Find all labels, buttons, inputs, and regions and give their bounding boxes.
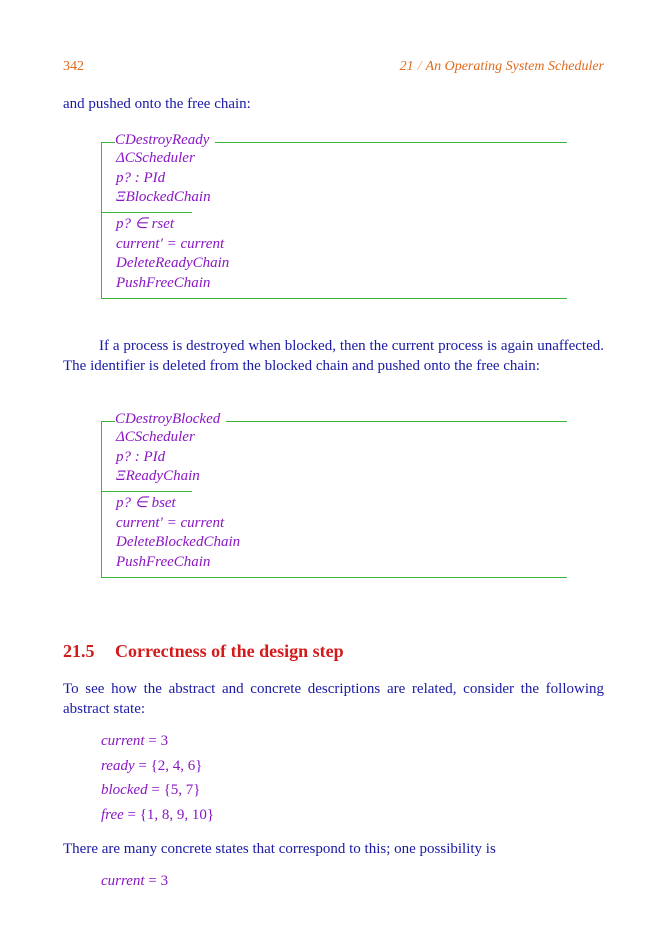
paragraph-concrete: There are many concrete states that correspond to this; one possibility is bbox=[63, 841, 496, 857]
schema-declaration: ΞReadyChain bbox=[116, 468, 200, 485]
chapter-title: An Operating System Scheduler bbox=[425, 59, 604, 74]
page-number: 342 bbox=[63, 59, 84, 74]
schema-declaration: p? : PId bbox=[116, 169, 166, 186]
intro-paragraph: and pushed onto the free chain: bbox=[63, 96, 251, 112]
section-number: 21.5 bbox=[63, 641, 95, 661]
schema-cdestroyready bbox=[101, 131, 567, 299]
schema-predicate: PushFreeChain bbox=[116, 275, 211, 292]
schema-declaration: p? : PId bbox=[116, 448, 166, 465]
schema-name: CDestroyReady bbox=[115, 131, 215, 149]
schema-divider bbox=[102, 212, 192, 213]
state-value: = 3 bbox=[144, 733, 169, 749]
abstract-state-line bbox=[101, 758, 202, 775]
state-variable: current bbox=[101, 733, 145, 749]
chapter-number: 21 bbox=[399, 59, 414, 74]
schema-predicate: DeleteBlockedChain bbox=[116, 534, 241, 551]
abstract-state-line bbox=[101, 807, 214, 824]
schema-predicate: DeleteReadyChain bbox=[116, 255, 230, 272]
abstract-state-line bbox=[101, 782, 201, 799]
state-variable: free bbox=[101, 807, 124, 823]
schema-declaration: ΞBlockedChain bbox=[116, 189, 211, 206]
section-title: Correctness of the design step bbox=[115, 641, 344, 661]
schema-predicate: current′ = current bbox=[116, 514, 225, 531]
state-variable: current bbox=[101, 873, 145, 889]
schema-predicate: PushFreeChain bbox=[116, 554, 211, 571]
state-value: = {1, 8, 9, 10} bbox=[123, 807, 215, 823]
section-heading bbox=[63, 641, 344, 662]
concrete-state-line bbox=[101, 873, 168, 890]
state-variable: ready bbox=[101, 758, 135, 774]
schema-name: CDestroyBlocked bbox=[115, 410, 226, 428]
running-header bbox=[400, 59, 604, 75]
paragraph-abstract: To see how the abstract and concrete descriptions are related, consider the following abstract state: bbox=[63, 681, 604, 717]
schema-predicate: current′ = current bbox=[116, 235, 225, 252]
schema-divider bbox=[102, 491, 192, 492]
schema-predicate: p? ∈ bset bbox=[116, 495, 176, 512]
abstract-state-line bbox=[101, 733, 168, 750]
header-separator: / bbox=[417, 59, 422, 74]
state-variable: blocked bbox=[101, 782, 148, 798]
schema-declaration: ΔCScheduler bbox=[116, 429, 195, 445]
schema-cdestroyblocked bbox=[101, 410, 567, 578]
state-value: = 3 bbox=[144, 873, 169, 889]
schema-declaration: ΔCScheduler bbox=[116, 150, 195, 166]
schema-predicate: p? ∈ rset bbox=[116, 216, 175, 233]
paragraph-blocked: If a process is destroyed when blocked, then the current process is again unaffected. The identifier is deleted from the blocked chain and pushed onto the free chain: bbox=[63, 338, 604, 374]
state-value: = {2, 4, 6} bbox=[134, 758, 203, 774]
state-value: = {5, 7} bbox=[147, 782, 201, 798]
